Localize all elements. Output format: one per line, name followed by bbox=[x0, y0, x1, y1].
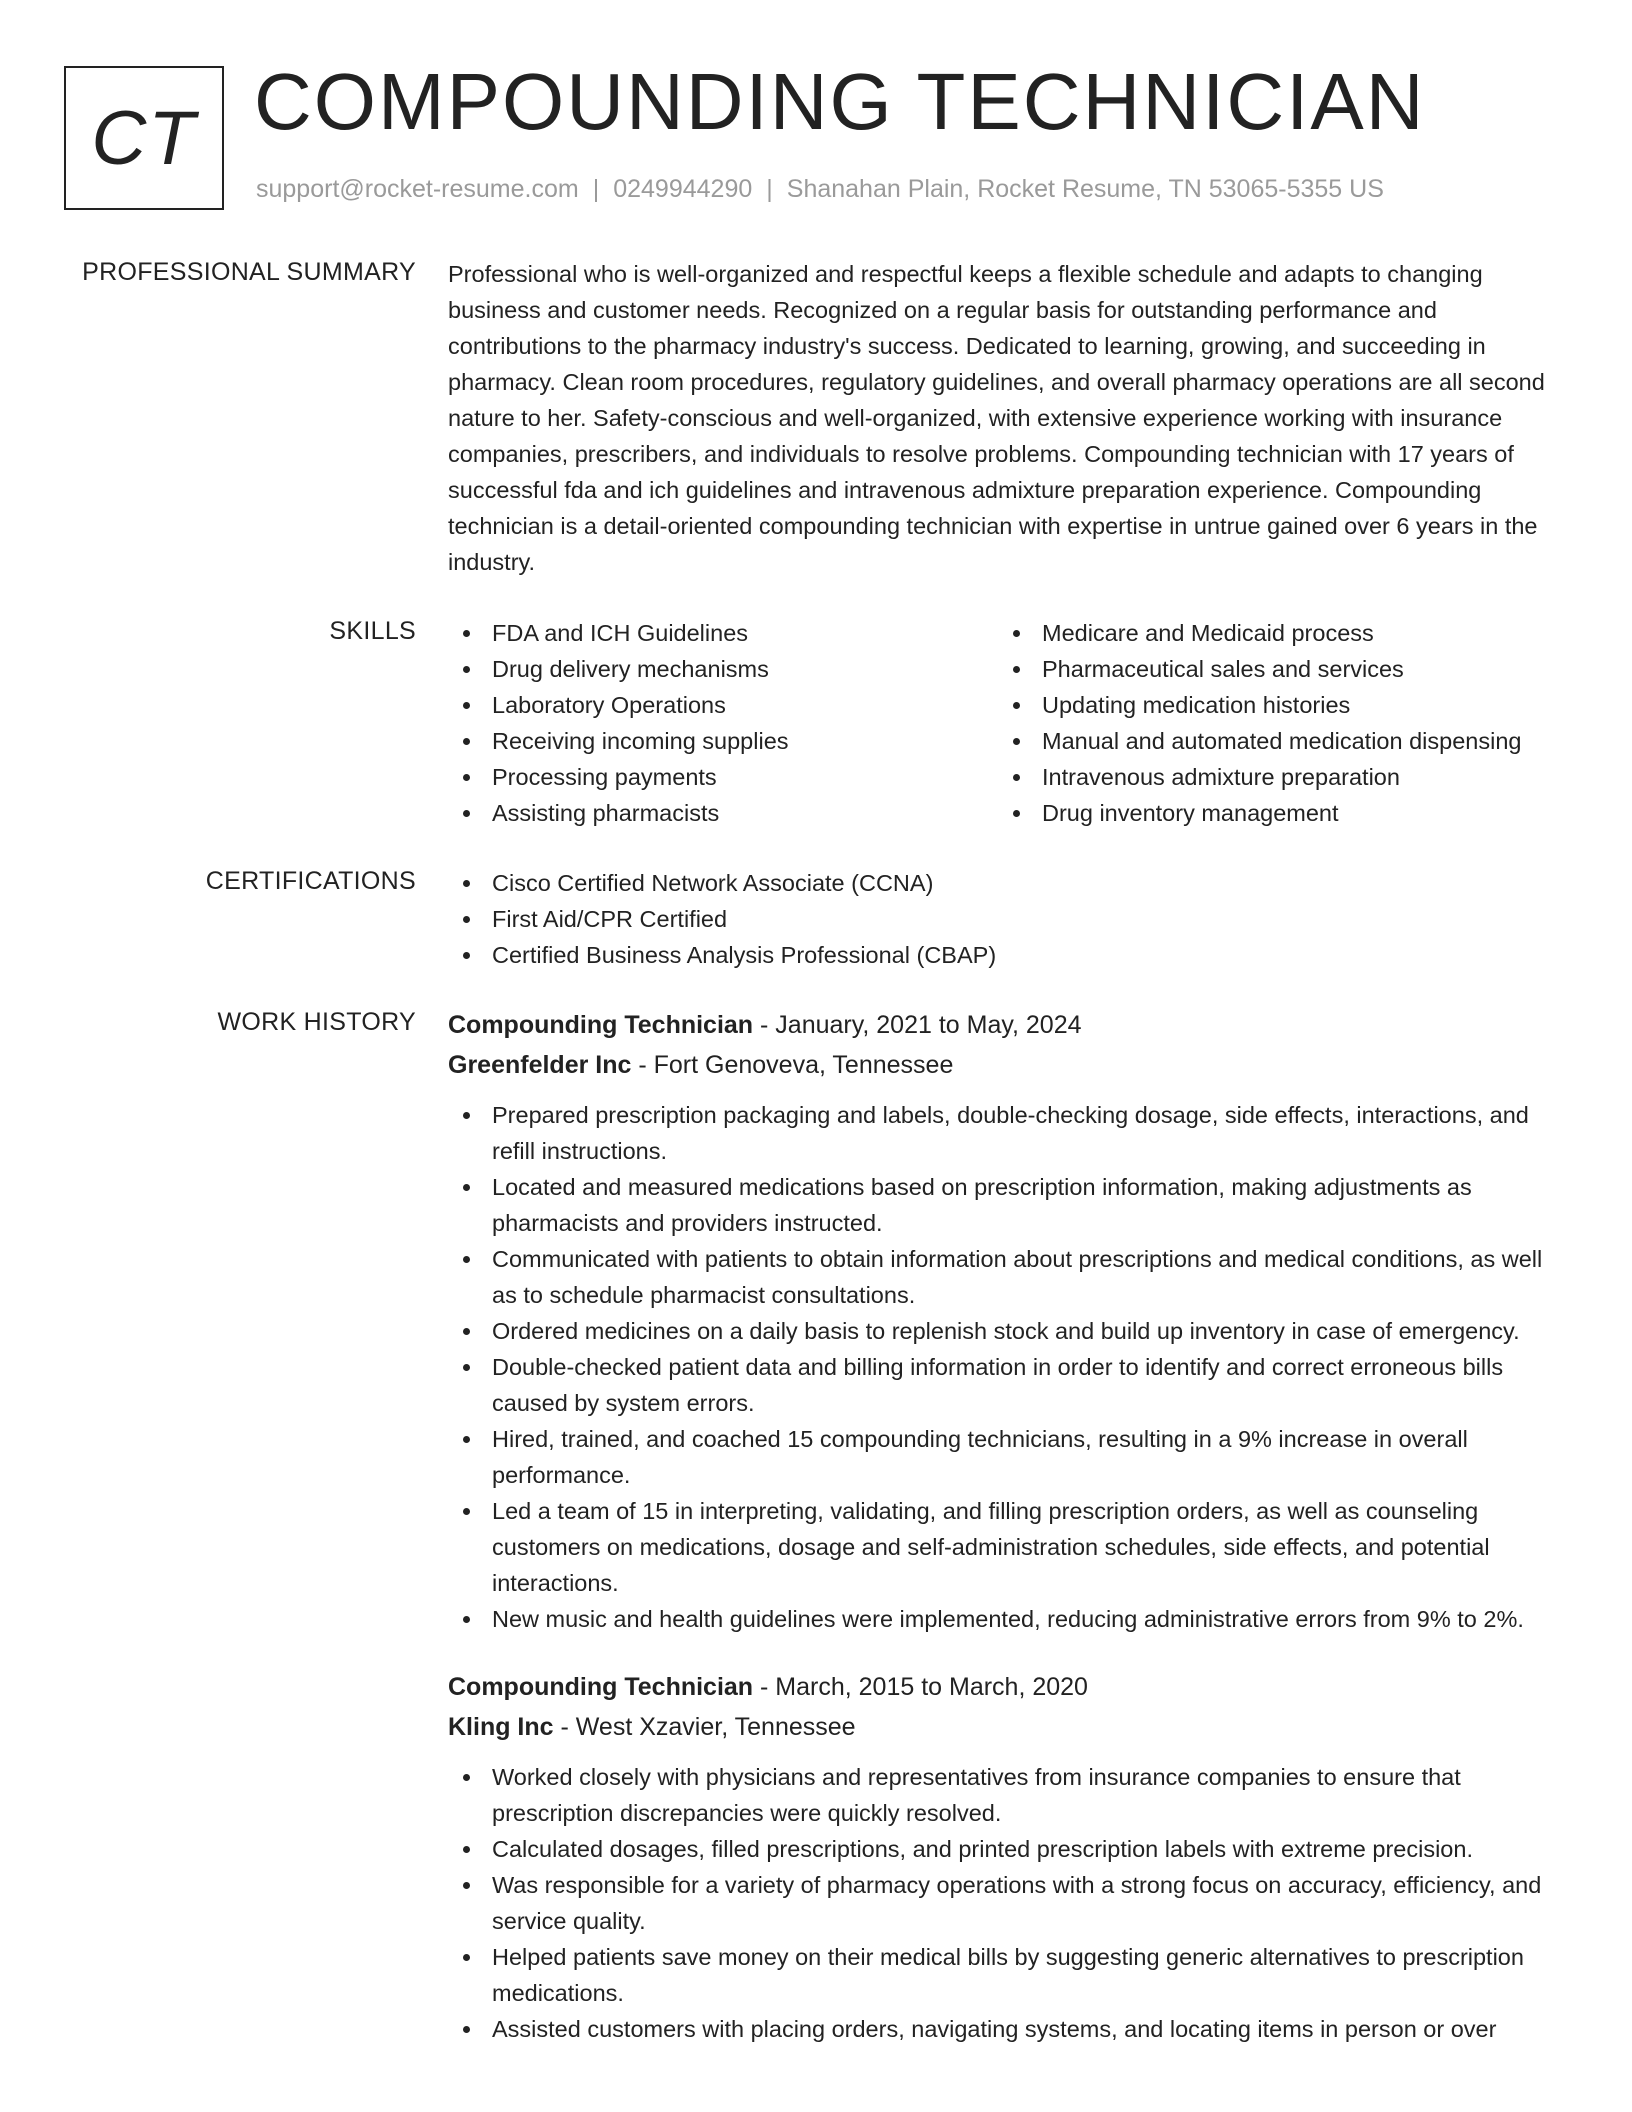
skill-item: Laboratory Operations bbox=[448, 687, 998, 723]
job-bullet: Communicated with patients to obtain information about prescriptions and medical conditions, as well as to schedule pharmacist consultations. bbox=[448, 1241, 1566, 1313]
job-bullet: Located and measured medications based on prescription information, making adjustments as pharmacists and providers instructed. bbox=[448, 1169, 1566, 1241]
job-bullet: Was responsible for a variety of pharmacy operations with a strong focus on accuracy, efficiency, and service quality. bbox=[448, 1867, 1566, 1939]
section-heading-certifications: CERTIFICATIONS bbox=[205, 867, 416, 895]
skills-list-left bbox=[448, 615, 998, 831]
job-company: Kling Inc bbox=[448, 1713, 554, 1741]
skill-item: Receiving incoming supplies bbox=[448, 723, 998, 759]
job-bullet: Assisted customers with placing orders, navigating systems, and locating items in person or over bbox=[448, 2011, 1566, 2047]
job-bullet: Prepared prescription packaging and labels, double-checking dosage, side effects, interactions, and refill instructions. bbox=[448, 1097, 1566, 1169]
job-location: - West Xzavier, Tennessee bbox=[553, 1713, 856, 1741]
job-bullet: Double-checked patient data and billing information in order to identify and correct erroneous bills caused by system errors. bbox=[448, 1349, 1566, 1421]
job-bullet: Calculated dosages, filled prescriptions, and printed prescription labels with extreme precision. bbox=[448, 1831, 1566, 1867]
section-heading-skills: SKILLS bbox=[329, 617, 416, 645]
initials-monogram bbox=[64, 66, 224, 210]
skill-item: Drug inventory management bbox=[998, 795, 1548, 831]
contact-separator: | bbox=[592, 175, 600, 203]
skill-item: Medicare and Medicaid process bbox=[998, 615, 1548, 651]
job-title-line bbox=[448, 1005, 1566, 1045]
job-bullet: Led a team of 15 in interpreting, validating, and filling prescription orders, as well as counseling customers on medications, dosage and self-administration schedules, side effects, and potential interactions. bbox=[448, 1493, 1566, 1601]
certification-item: Cisco Certified Network Associate (CCNA) bbox=[448, 865, 1566, 901]
job-entry bbox=[448, 1005, 1566, 1637]
job-company: Greenfelder Inc bbox=[448, 1051, 632, 1079]
contact-separator: | bbox=[766, 175, 773, 203]
contact-email: support@rocket-resume.com bbox=[256, 175, 579, 203]
job-bullet: Hired, trained, and coached 15 compounding technicians, resulting in a 9% increase in overall performance. bbox=[448, 1421, 1566, 1493]
job-company-line bbox=[448, 1045, 1566, 1085]
job-title: Compounding Technician bbox=[448, 1673, 754, 1701]
job-dates: - January, 2021 to May, 2024 bbox=[753, 1011, 1082, 1039]
skill-item: Pharmaceutical sales and services bbox=[998, 651, 1548, 687]
skill-item: Drug delivery mechanisms bbox=[448, 651, 998, 687]
skill-item: Updating medication histories bbox=[998, 687, 1548, 723]
work-history-body bbox=[448, 1005, 1566, 2047]
skill-item: Manual and automated medication dispensing bbox=[998, 723, 1548, 759]
job-bullet: Ordered medicines on a daily basis to replenish stock and build up inventory in case of emergency. bbox=[448, 1313, 1566, 1349]
certifications-list bbox=[448, 865, 1566, 973]
certification-item: First Aid/CPR Certified bbox=[448, 901, 1566, 937]
job-company-line bbox=[448, 1707, 1566, 1747]
job-title-line bbox=[448, 1667, 1566, 1707]
contact-address: Shanahan Plain, Rocket Resume, TN 53065-5355 US bbox=[786, 175, 1384, 203]
job-bullet-list bbox=[448, 1759, 1566, 2047]
job-title: Compounding Technician bbox=[448, 1011, 754, 1039]
certifications-body bbox=[448, 865, 1566, 973]
initials-text: CT bbox=[91, 95, 197, 181]
job-location: - Fort Genoveva, Tennessee bbox=[631, 1051, 954, 1079]
contact-line bbox=[256, 175, 1384, 204]
skill-item: Intravenous admixture preparation bbox=[998, 759, 1548, 795]
candidate-name: COMPOUNDING TECHNICIAN bbox=[254, 57, 1426, 146]
section-heading-work-history: WORK HISTORY bbox=[217, 1008, 416, 1036]
job-bullet: New music and health guidelines were implemented, reducing administrative errors from 9% to 2%. bbox=[448, 1601, 1566, 1637]
skills-grid bbox=[448, 615, 1566, 831]
skill-item: Assisting pharmacists bbox=[448, 795, 998, 831]
summary-text: Professional who is well-organized and respectful keeps a flexible schedule and adapts to changing business and customer needs. Recognized on a regular basis for outstanding performance and contributions to the pharmacy industry's success. Dedicated to learning, growing, and succeeding in pharmacy. Clean room procedures, regulatory guidelines, and overall pharmacy operations are all second nature to her. Safety-conscious and well-organized, with extensive experience working with insurance companies, prescribers, and individuals to resolve problems. Compounding technician with 17 years of successful fda and ich guidelines and intravenous admixture preparation experience. Compounding technician is a detail-oriented compounding technician with expertise in untrue gained over 6 years in the industry. bbox=[448, 261, 1545, 575]
job-bullet: Worked closely with physicians and representatives from insurance companies to ensure that prescription discrepancies were quickly resolved. bbox=[448, 1759, 1566, 1831]
skill-item: Processing payments bbox=[448, 759, 998, 795]
skill-item: FDA and ICH Guidelines bbox=[448, 615, 998, 651]
contact-phone: 0249944290 bbox=[613, 175, 753, 203]
section-heading-summary: PROFESSIONAL SUMMARY bbox=[82, 258, 416, 286]
job-dates: - March, 2015 to March, 2020 bbox=[753, 1673, 1088, 1701]
job-bullet: Helped patients save money on their medical bills by suggesting generic alternatives to prescription medications. bbox=[448, 1939, 1566, 2011]
job-bullet-list bbox=[448, 1097, 1566, 1637]
job-entry bbox=[448, 1667, 1566, 2047]
certification-item: Certified Business Analysis Professional (CBAP) bbox=[448, 937, 1566, 973]
skills-list-right bbox=[998, 615, 1548, 831]
